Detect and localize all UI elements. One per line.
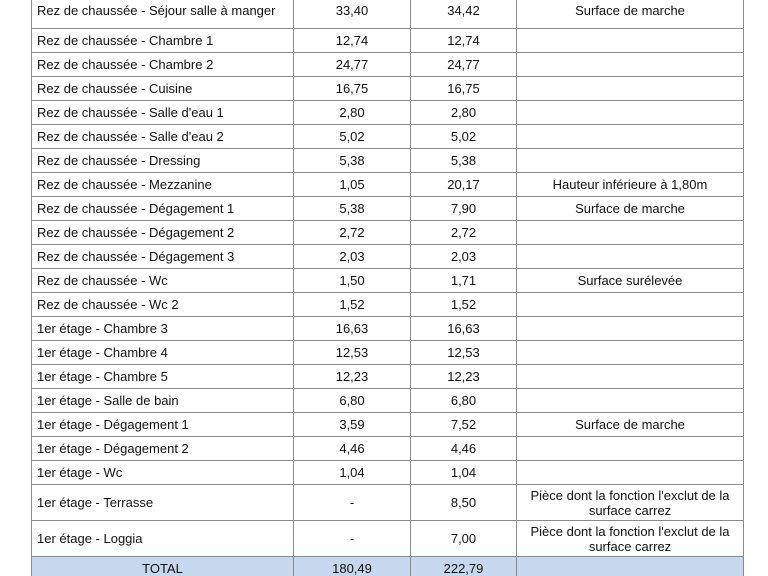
note-cell: Hauteur inférieure à 1,80m [517,173,744,197]
note-cell: Pièce dont la fonction l'exclut de la surface carrez [517,485,744,521]
floor-area-cell: 6,80 [411,389,517,413]
room-name-cell: Rez de chaussée - Salle d'eau 2 [32,125,294,149]
note-cell [517,293,744,317]
room-name-cell: Rez de chaussée - Dressing [32,149,294,173]
note-cell [517,101,744,125]
room-name-cell: 1er étage - Chambre 3 [32,317,294,341]
carrez-area-cell: 2,80 [294,101,411,125]
carrez-area-cell: 2,03 [294,245,411,269]
carrez-area-cell: 1,50 [294,269,411,293]
table-row [32,269,744,293]
carrez-area-cell: 4,46 [294,437,411,461]
room-name-cell: 1er étage - Salle de bain [32,389,294,413]
room-name-cell: 1er étage - Dégagement 2 [32,437,294,461]
table-row [32,485,744,521]
room-name-cell: 1er étage - Terrasse [32,485,294,521]
room-name-cell: Rez de chaussée - Mezzanine [32,173,294,197]
floor-area-cell: 34,42 [411,0,517,29]
carrez-area-cell: 1,04 [294,461,411,485]
carrez-area-cell: 16,75 [294,77,411,101]
room-name-cell: 1er étage - Chambre 5 [32,365,294,389]
floor-area-cell: 12,53 [411,341,517,365]
carrez-area-cell: 3,59 [294,413,411,437]
carrez-area-cell: 2,72 [294,221,411,245]
note-cell [517,437,744,461]
surface-table [31,0,744,576]
total-label: TOTAL [32,557,294,576]
carrez-area-cell: 5,38 [294,149,411,173]
note-cell [517,149,744,173]
carrez-area-cell: 33,40 [294,0,411,29]
floor-area-cell: 8,50 [411,485,517,521]
table-row [32,101,744,125]
note-cell [517,389,744,413]
carrez-area-cell: 5,02 [294,125,411,149]
total-carrez-area: 180,49 [294,557,411,576]
carrez-area-cell: 16,63 [294,317,411,341]
total-floor-area: 222,79 [411,557,517,576]
floor-area-cell: 12,23 [411,365,517,389]
carrez-area-cell: 24,77 [294,53,411,77]
carrez-area-cell: 12,23 [294,365,411,389]
floor-area-cell: 5,02 [411,125,517,149]
table-row [32,521,744,557]
note-cell [517,125,744,149]
table-row [32,389,744,413]
total-row [32,557,744,576]
table-row [32,245,744,269]
carrez-area-cell: - [294,521,411,557]
note-cell [517,317,744,341]
room-name-cell: 1er étage - Loggia [32,521,294,557]
table-row [32,173,744,197]
floor-area-cell: 12,74 [411,29,517,53]
room-name-cell: 1er étage - Wc [32,461,294,485]
room-name-cell: 1er étage - Dégagement 1 [32,413,294,437]
table-row [32,317,744,341]
table-row [32,413,744,437]
carrez-area-cell: - [294,485,411,521]
table-row [32,149,744,173]
table-row [32,461,744,485]
floor-area-cell: 4,46 [411,437,517,461]
table-row [32,0,744,29]
floor-area-cell: 16,63 [411,317,517,341]
table-row [32,53,744,77]
floor-area-cell: 20,17 [411,173,517,197]
table-row [32,365,744,389]
room-name-cell: Rez de chaussée - Cuisine [32,77,294,101]
table-row [32,341,744,365]
floor-area-cell: 2,80 [411,101,517,125]
carrez-area-cell: 1,52 [294,293,411,317]
note-cell: Surface de marche [517,197,744,221]
note-cell [517,53,744,77]
room-name-cell: Rez de chaussée - Chambre 1 [32,29,294,53]
room-name-cell: 1er étage - Chambre 4 [32,341,294,365]
total-note [517,557,744,576]
table-row [32,197,744,221]
table-row [32,221,744,245]
carrez-area-cell: 12,74 [294,29,411,53]
room-name-cell: Rez de chaussée - Dégagement 3 [32,245,294,269]
note-cell [517,365,744,389]
note-cell: Surface surélevée [517,269,744,293]
room-name-cell: Rez de chaussée - Wc [32,269,294,293]
room-name-cell: Rez de chaussée - Dégagement 1 [32,197,294,221]
floor-area-cell: 1,04 [411,461,517,485]
room-name-cell: Rez de chaussée - Dégagement 2 [32,221,294,245]
table-row [32,437,744,461]
surface-table-body [32,0,744,576]
floor-area-cell: 1,71 [411,269,517,293]
carrez-area-cell: 1,05 [294,173,411,197]
floor-area-cell: 2,03 [411,245,517,269]
floor-area-cell: 7,00 [411,521,517,557]
note-cell: Surface de marche [517,0,744,29]
floor-area-cell: 7,52 [411,413,517,437]
table-row [32,293,744,317]
floor-area-cell: 24,77 [411,53,517,77]
room-name-cell: Rez de chaussée - Séjour salle à manger [32,0,294,29]
floor-area-cell: 2,72 [411,221,517,245]
carrez-area-cell: 12,53 [294,341,411,365]
floor-area-cell: 1,52 [411,293,517,317]
floor-area-cell: 7,90 [411,197,517,221]
room-name-cell: Rez de chaussée - Wc 2 [32,293,294,317]
floor-area-cell: 16,75 [411,77,517,101]
note-cell [517,221,744,245]
note-cell [517,77,744,101]
note-cell: Surface de marche [517,413,744,437]
table-row [32,77,744,101]
floor-area-cell: 5,38 [411,149,517,173]
note-cell [517,461,744,485]
table-row [32,29,744,53]
note-cell [517,29,744,53]
table-row [32,125,744,149]
note-cell: Pièce dont la fonction l'exclut de la surface carrez [517,521,744,557]
note-cell [517,245,744,269]
carrez-area-cell: 6,80 [294,389,411,413]
carrez-area-cell: 5,38 [294,197,411,221]
note-cell [517,341,744,365]
room-name-cell: Rez de chaussée - Salle d'eau 1 [32,101,294,125]
room-name-cell: Rez de chaussée - Chambre 2 [32,53,294,77]
